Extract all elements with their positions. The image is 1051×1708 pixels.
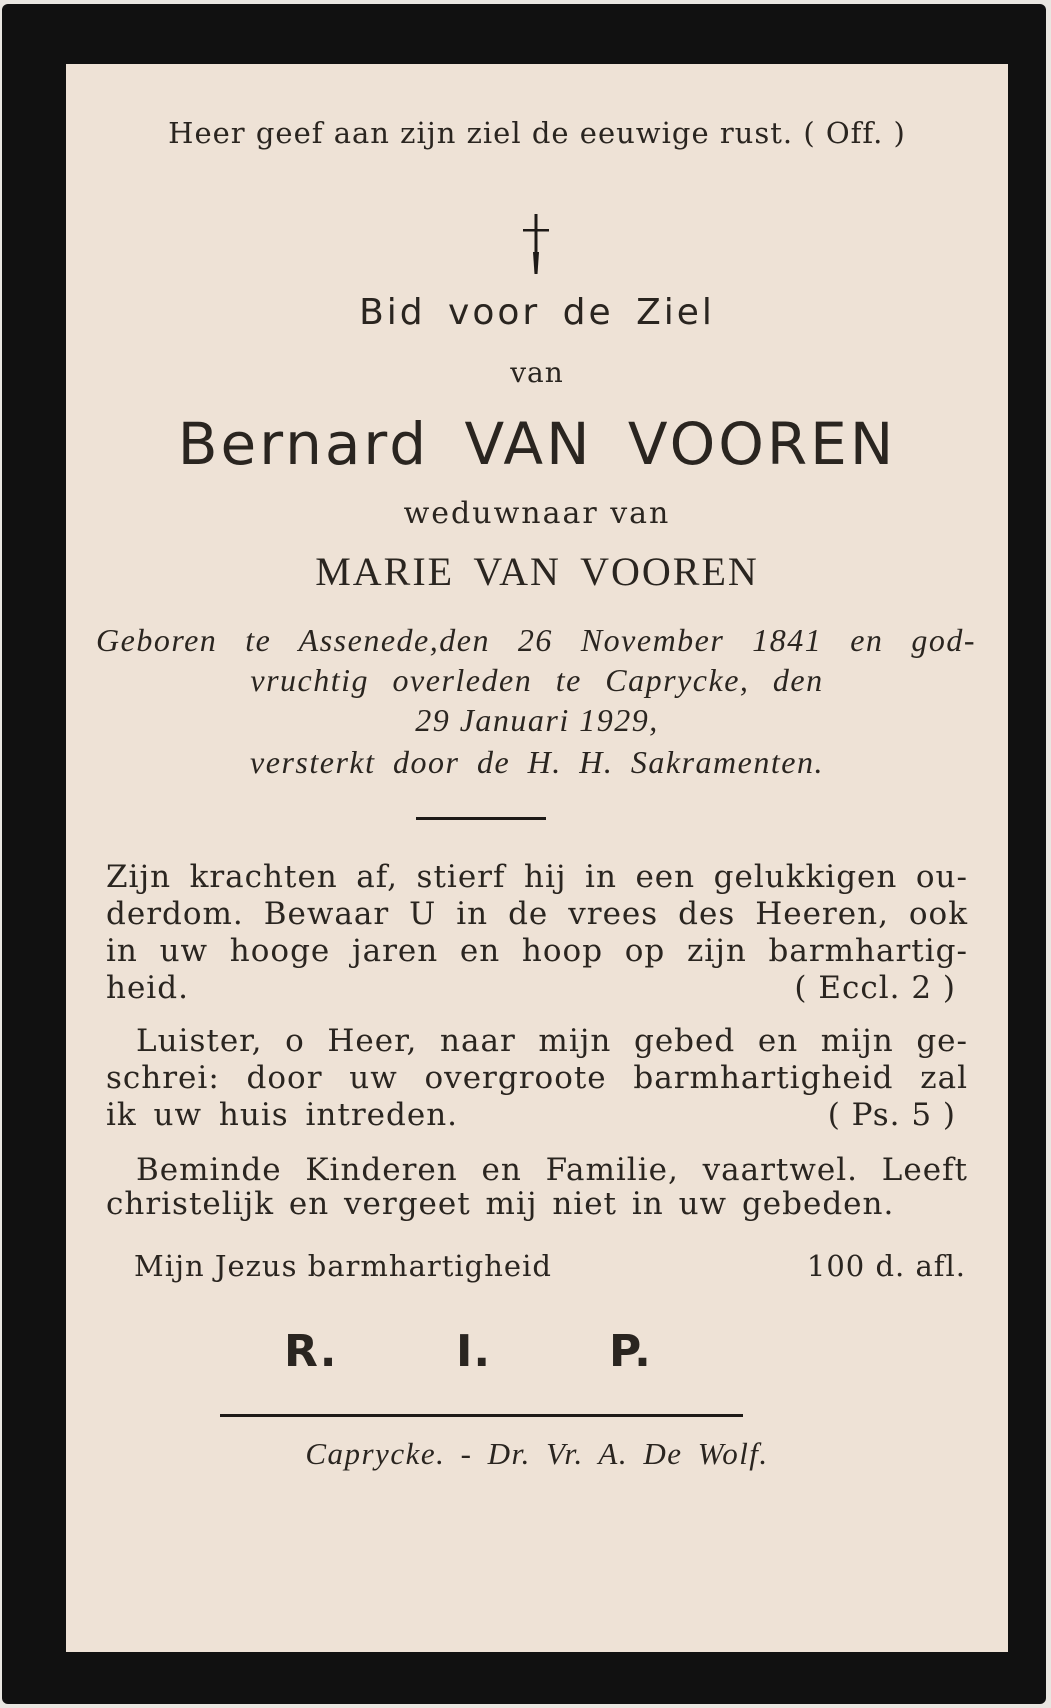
verse-reference: ( Eccl. 2 ) <box>794 970 956 1006</box>
verse-line: derdom. Bewaar U in de vrees des Heeren, ook <box>106 896 968 932</box>
rip-letter: P. <box>609 1326 652 1377</box>
of-label: van <box>510 356 564 389</box>
mourning-border <box>2 4 1046 1704</box>
biography-line: versterkt door de H. H. Sakramenten. <box>250 744 824 780</box>
verse-line: heid. <box>106 970 189 1006</box>
pray-for-heading: Bid voor de Ziel <box>359 292 715 333</box>
printer-imprint: Caprycke. - Dr. Vr. A. De Wolf. <box>305 1436 769 1471</box>
verse-line: Luister, o Heer, naar mijn gebed en mijn ge- <box>136 1023 968 1059</box>
verse-line: ik uw huis intreden. <box>106 1097 459 1133</box>
rip-letter: I. <box>456 1326 492 1377</box>
cross-icon <box>521 214 551 274</box>
biography-line: Geboren te Assenede,den 26 November 1841 en god- <box>96 622 976 658</box>
separator-rule <box>416 817 546 820</box>
farewell-line: christelijk en vergeet mij niet in uw gebeden. <box>106 1186 895 1222</box>
verse-reference: ( Ps. 5 ) <box>827 1097 956 1133</box>
footer-rule <box>220 1414 743 1417</box>
header-prayer: Heer geef aan zijn ziel de eeuwige rust. ( Off. ) <box>168 116 906 150</box>
verse-line: Zijn krachten af, stierf hij in een gelukkigen ou- <box>106 859 968 895</box>
rip-letter: R. <box>284 1326 338 1377</box>
biography-line: 29 Januari 1929, <box>415 702 659 738</box>
biography-line: vruchtig overleden te Caprycke, den <box>250 662 824 698</box>
farewell-line: Beminde Kinderen en Familie, vaartwel. Leeft <box>136 1152 968 1188</box>
deceased-name: Bernard VAN VOOREN <box>177 410 897 478</box>
memorial-card <box>66 64 1008 1652</box>
verse-line: in uw hooge jaren en hoop op zijn barmhartig- <box>106 933 968 969</box>
spouse-name: MARIE VAN VOOREN <box>315 549 759 594</box>
widower-of-label: weduwnaar van <box>403 496 671 531</box>
verse-line: schrei: door uw overgroote barmhartigheid zal <box>106 1060 968 1096</box>
indulgence-days: 100 d. afl. <box>806 1249 966 1283</box>
indulgence-prayer: Mijn Jezus barmhartigheid <box>134 1249 552 1283</box>
